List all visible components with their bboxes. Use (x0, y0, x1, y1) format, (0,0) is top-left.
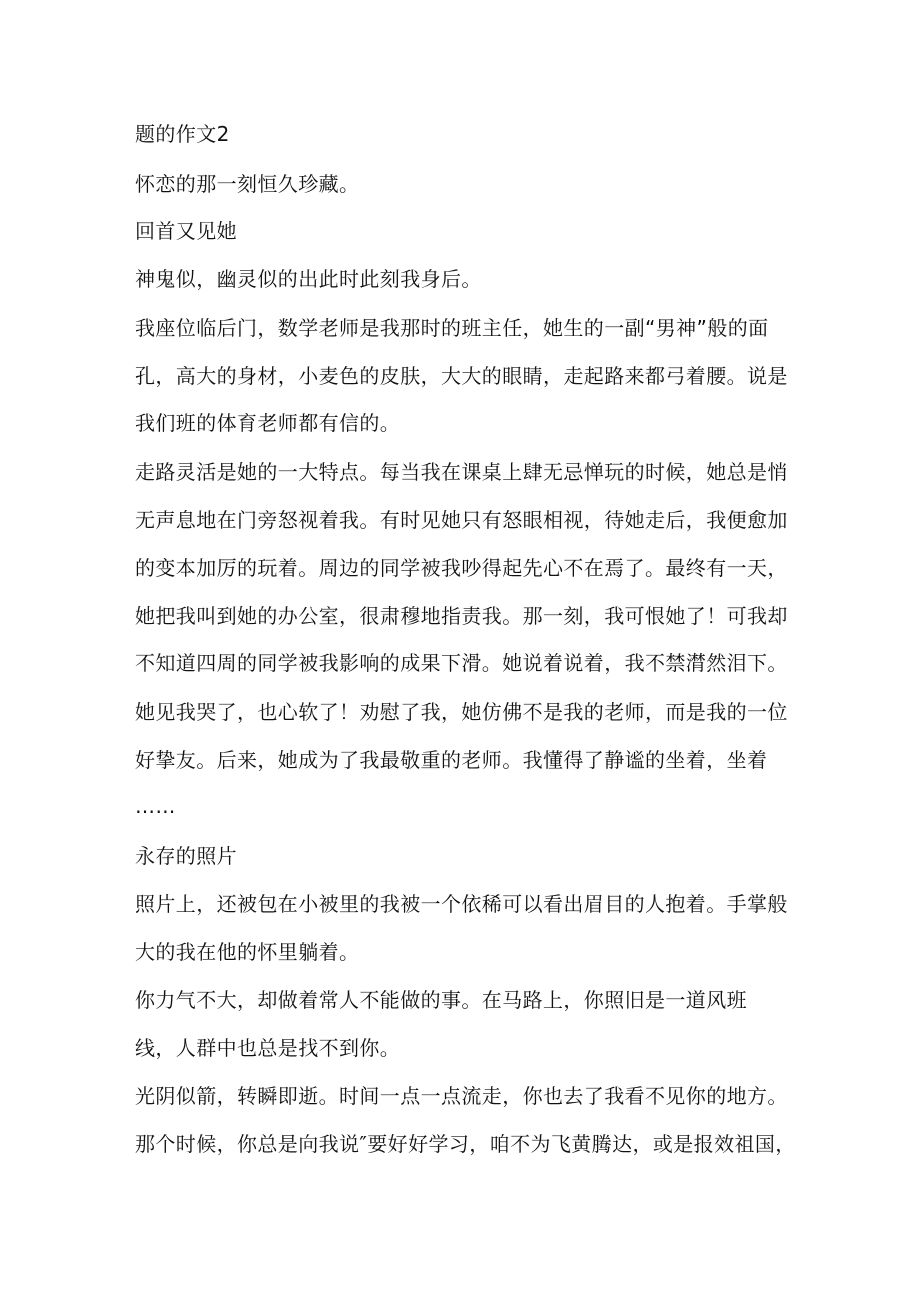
text-line: 的变本加厉的玩着。周边的同学被我吵得起先心不在焉了。最终有一天， (135, 556, 788, 580)
ellipsis-line: …… (135, 794, 176, 818)
section-title: 题的作文2 (135, 122, 230, 146)
text-line: 大的我在他的怀里躺着。 (135, 940, 360, 964)
text-line: 怀恋的那一刻恒久珍藏。 (135, 172, 360, 196)
text-line: 我们班的体育老师都有信的。 (135, 411, 401, 435)
text-line: 无声息地在门旁怒视着我。有时见她只有怒眼相视，待她走后，我便愈加 (135, 508, 788, 532)
text-line: 她把我叫到她的办公室，很肃穆地指责我。那一刻，我可恨她了！可我却 (135, 604, 788, 628)
subheading: 回首又见她 (135, 219, 237, 243)
text-line: 孔，高大的身材，小麦色的皮肤，大大的眼睛，走起路来都弓着腰。说是 (135, 364, 788, 388)
text-line: 走路灵活是她的一大特点。每当我在课桌上肆无忌惮玩的时候，她总是悄 (135, 460, 788, 484)
text-line: 那个时候，你总是向我说″要好好学习，咱不为飞黄腾达，或是报效祖国， (135, 1132, 796, 1156)
text-line: 神鬼似，幽灵似的出此时此刻我身后。 (135, 267, 482, 291)
text-line: 你力气不大，却做着常人不能做的事。在马路上，你照旧是一道风班 (135, 988, 747, 1012)
text-line: 不知道四周的同学被我影响的成果下滑。她说着说着，我不禁潸然泪下。 (135, 651, 788, 675)
text-line: 她见我哭了，也心软了！劝慰了我，她仿佛不是我的老师，而是我的一位 (135, 700, 788, 724)
subheading: 永存的照片 (135, 844, 237, 868)
text-line: 我座位临后门，数学老师是我那时的班主任，她生的一副“男神”般的面 (135, 316, 769, 340)
text-line: 光阴似箭，转瞬即逝。时间一点一点流走，你也去了我看不见你的地方。 (135, 1084, 788, 1108)
text-line: 照片上，还被包在小被里的我被一个依稀可以看出眉目的人抱着。手掌般 (135, 892, 788, 916)
text-line: 好挚友。后来，她成为了我最敬重的老师。我懂得了静谧的坐着，坐着 (135, 748, 768, 772)
text-line: 线，人群中也总是找不到你。 (135, 1036, 401, 1060)
